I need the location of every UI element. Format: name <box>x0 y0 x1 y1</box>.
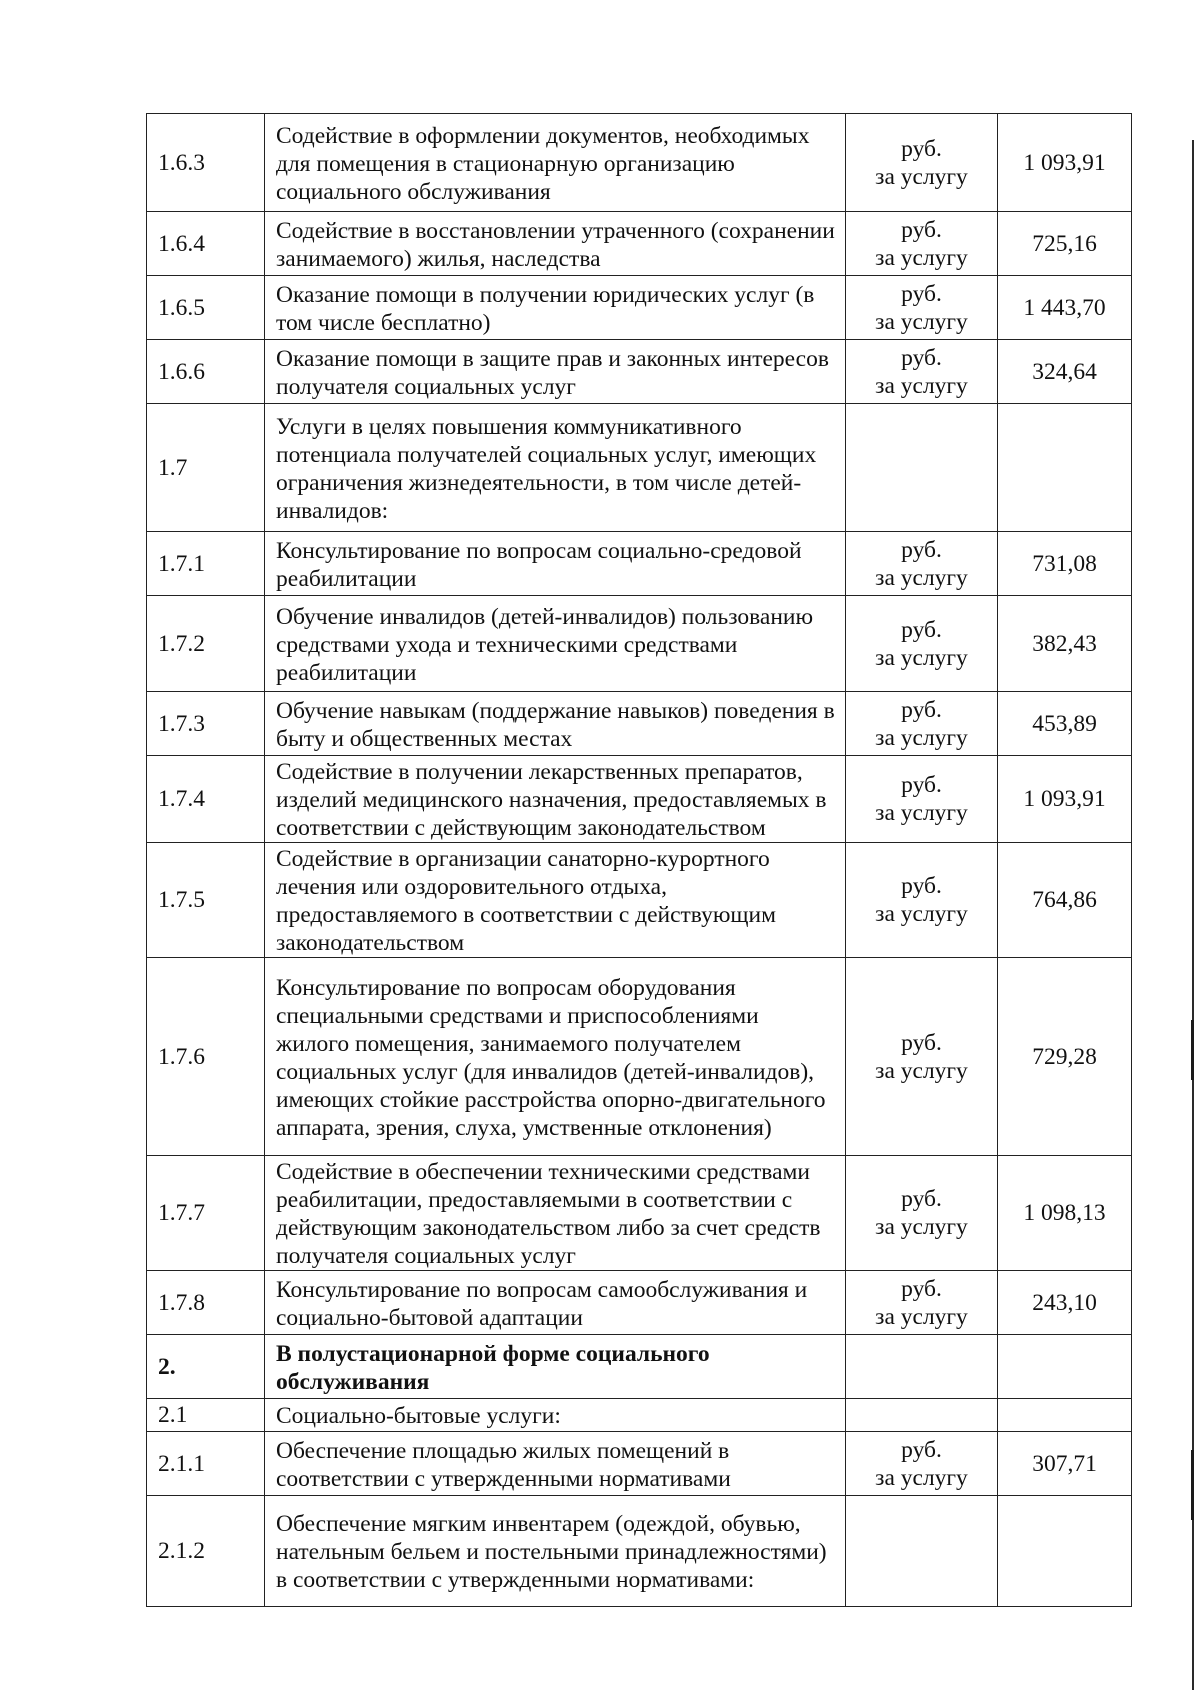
unit-cell <box>846 596 998 692</box>
unit-cell <box>846 1496 998 1607</box>
price <box>998 404 1132 532</box>
unit-per: за услугу <box>875 1214 968 1240</box>
unit-currency: руб. <box>901 280 942 307</box>
price: 1 098,13 <box>998 1156 1132 1271</box>
unit-per: за услугу <box>875 244 968 271</box>
table-row <box>147 276 1132 340</box>
unit-per: за услугу <box>875 724 968 751</box>
price: 453,89 <box>998 692 1132 756</box>
row-number: 1.7 <box>147 404 265 532</box>
unit-per: за услугу <box>875 1057 968 1084</box>
price: 725,16 <box>998 212 1132 276</box>
price: 764,86 <box>998 843 1132 958</box>
price <box>998 1496 1132 1607</box>
price: 307,71 <box>998 1432 1132 1496</box>
row-number: 1.7.2 <box>147 596 265 692</box>
unit-cell <box>846 1399 998 1432</box>
service-name: Содействие в оформлении документов, необходимых для помещения в стационарную организацию социального обслуживания <box>265 114 846 212</box>
unit-currency: руб. <box>901 216 942 243</box>
service-name: Содействие в восстановлении утраченного (сохранении занимаемого) жилья, наследства <box>265 212 846 276</box>
table-row <box>147 340 1132 404</box>
unit-cell <box>846 843 998 958</box>
table-row <box>147 1496 1132 1607</box>
unit-currency: руб. <box>901 344 942 371</box>
unit-cell <box>846 692 998 756</box>
row-number: 1.6.5 <box>147 276 265 340</box>
unit-currency: руб. <box>901 1186 942 1212</box>
unit-cell <box>846 1156 998 1271</box>
price <box>998 1399 1132 1432</box>
service-name: Содействие в организации санаторно-курортного лечения или оздоровительного отдыха, предоставляемого в соответствии с действующим законодательством <box>265 843 846 958</box>
tariff-table-body <box>147 114 1132 1607</box>
price: 731,08 <box>998 532 1132 596</box>
table-row <box>147 114 1132 212</box>
unit-cell <box>846 532 998 596</box>
unit-cell <box>846 1335 998 1399</box>
unit-cell <box>846 212 998 276</box>
price: 382,43 <box>998 596 1132 692</box>
price: 1 443,70 <box>998 276 1132 340</box>
unit-per: за услугу <box>875 901 968 927</box>
row-number: 1.7.5 <box>147 843 265 958</box>
scan-edge-mark <box>1191 1450 1194 1520</box>
table-row-section <box>147 1335 1132 1399</box>
service-name: Оказание помощи в защите прав и законных интересов получателя социальных услуг <box>265 340 846 404</box>
table-row <box>147 843 1132 958</box>
table-row <box>147 1432 1132 1496</box>
unit-per: за услугу <box>875 564 968 591</box>
table-row <box>147 756 1132 843</box>
row-number: 1.7.6 <box>147 958 265 1156</box>
service-name: Обучение навыкам (поддержание навыков) поведения в быту и общественных местах <box>265 692 846 756</box>
row-number: 2.1 <box>147 1399 265 1432</box>
unit-cell <box>846 1271 998 1335</box>
row-number: 1.7.7 <box>147 1156 265 1271</box>
unit-cell <box>846 114 998 212</box>
table-row <box>147 692 1132 756</box>
table-row-section <box>147 1399 1132 1432</box>
row-number: 1.7.1 <box>147 532 265 596</box>
service-name: Обеспечение площадью жилых помещений в соответствии с утвержденными нормативами <box>265 1432 846 1496</box>
unit-cell <box>846 404 998 532</box>
service-name: Обеспечение мягким инвентарем (одеждой, обувью, нательным бельем и постельными принадлежностями) в соответствии с утвержденными нормативами: <box>265 1496 846 1607</box>
table-row <box>147 1271 1132 1335</box>
service-name: Консультирование по вопросам оборудования специальными средствами и приспособлениями жилого помещения, занимаемого получателем социальных услуг (для инвалидов (детей-инвалидов), имеющих стойкие расстройства опорно-двигательного аппарата, зрения, слуха, умственные отклонения) <box>265 958 846 1156</box>
unit-cell <box>846 340 998 404</box>
price: 729,28 <box>998 958 1132 1156</box>
table-row <box>147 212 1132 276</box>
unit-per: за услугу <box>875 644 968 671</box>
unit-currency: руб. <box>901 135 942 162</box>
row-number: 1.7.4 <box>147 756 265 843</box>
service-name: Консультирование по вопросам социально-средовой реабилитации <box>265 532 846 596</box>
service-name: Содействие в получении лекарственных препаратов, изделий медицинского назначения, предоставляемых в соответствии с действующим законодательством <box>265 756 846 843</box>
row-number: 1.7.8 <box>147 1271 265 1335</box>
row-number: 2.1.1 <box>147 1432 265 1496</box>
unit-cell <box>846 958 998 1156</box>
row-number: 1.7.3 <box>147 692 265 756</box>
row-number: 2.1.2 <box>147 1496 265 1607</box>
row-number: 1.6.4 <box>147 212 265 276</box>
service-name: Обучение инвалидов (детей-инвалидов) пользованию средствами ухода и техническими средствами реабилитации <box>265 596 846 692</box>
table-row <box>147 596 1132 692</box>
row-number: 1.6.3 <box>147 114 265 212</box>
table-row <box>147 958 1132 1156</box>
row-number: 1.6.6 <box>147 340 265 404</box>
unit-currency: руб. <box>901 1436 942 1463</box>
service-name: Консультирование по вопросам самообслуживания и социально-бытовой адаптации <box>265 1271 846 1335</box>
unit-per: за услугу <box>875 163 968 190</box>
unit-currency: руб. <box>901 616 942 643</box>
row-number: 2. <box>147 1335 265 1399</box>
unit-cell <box>846 276 998 340</box>
unit-currency: руб. <box>901 873 942 899</box>
tariff-table <box>146 113 1132 1607</box>
unit-currency: руб. <box>901 1029 942 1056</box>
table-row-section <box>147 404 1132 532</box>
unit-per: за услугу <box>875 1303 968 1330</box>
table-row <box>147 1156 1132 1271</box>
unit-per: за услугу <box>875 1464 968 1491</box>
price: 243,10 <box>998 1271 1132 1335</box>
unit-currency: руб. <box>901 536 942 563</box>
unit-per: за услугу <box>875 800 968 826</box>
unit-per: за услугу <box>875 308 968 335</box>
unit-currency: руб. <box>901 696 942 723</box>
section-title: Услуги в целях повышения коммуникативного потенциала получателей социальных услуг, имеющих ограничения жизнедеятельности, в том числе детей-инвалидов: <box>265 404 846 532</box>
unit-cell <box>846 1432 998 1496</box>
unit-currency: руб. <box>901 772 942 798</box>
section-title: В полустационарной форме социального обслуживания <box>265 1335 846 1399</box>
table-row <box>147 532 1132 596</box>
price: 324,64 <box>998 340 1132 404</box>
service-name: Содействие в обеспечении техническими средствами реабилитации, предоставляемыми в соответствии с действующим законодательством либо за счет средств получателя социальных услуг <box>265 1156 846 1271</box>
unit-currency: руб. <box>901 1275 942 1302</box>
price <box>998 1335 1132 1399</box>
scan-edge-mark <box>1191 1020 1194 1080</box>
unit-cell <box>846 756 998 843</box>
price: 1 093,91 <box>998 114 1132 212</box>
section-title: Социально-бытовые услуги: <box>265 1399 846 1432</box>
service-name: Оказание помощи в получении юридических услуг (в том числе бесплатно) <box>265 276 846 340</box>
unit-per: за услугу <box>875 372 968 399</box>
price: 1 093,91 <box>998 756 1132 843</box>
